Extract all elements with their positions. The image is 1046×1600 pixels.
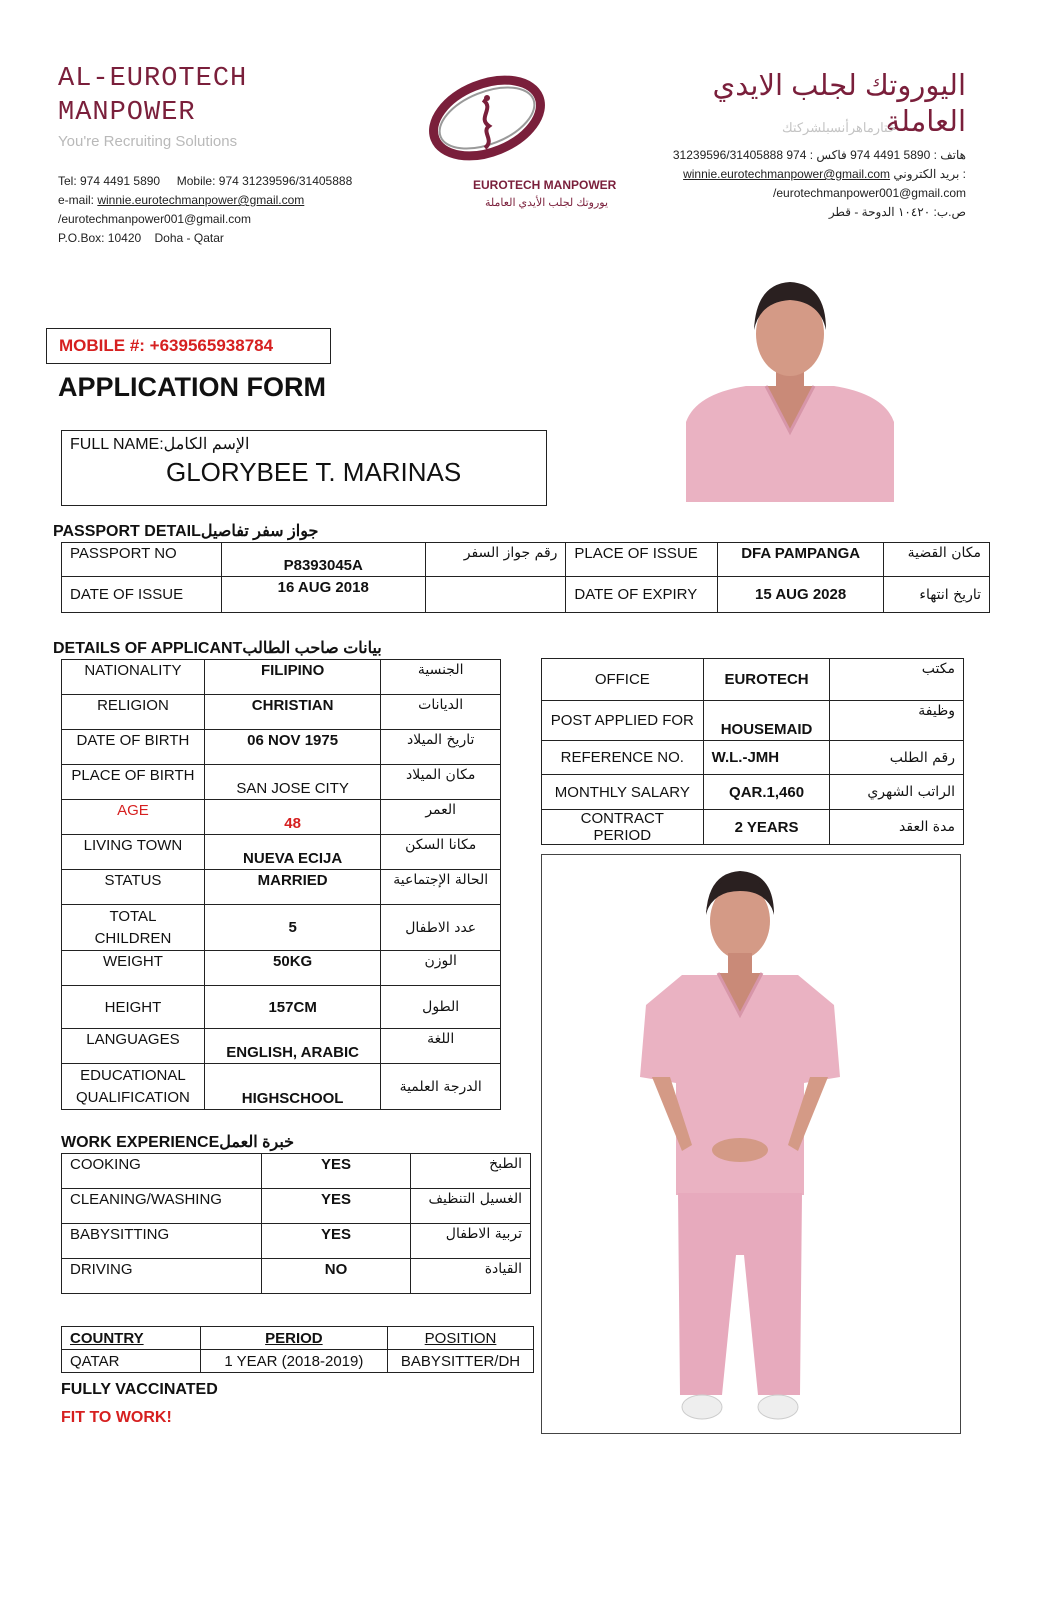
company-name-ar-line2: العاملة: [885, 106, 966, 138]
salary-ar: الراتب الشهري: [830, 775, 964, 810]
driving-label: DRIVING: [62, 1259, 262, 1294]
contract-ar: مدة العقد: [830, 810, 964, 845]
contract-label: CONTRACT PERIOD: [542, 810, 704, 845]
pob-value: SAN JOSE CITY: [204, 765, 380, 800]
office-row: [542, 659, 964, 701]
logo-text-en: EUROTECH MANPOWER: [473, 178, 617, 192]
email-line: [58, 191, 352, 210]
status-label: STATUS: [62, 870, 205, 905]
office-row: [542, 810, 964, 845]
nationality-label: NATIONALITY: [62, 660, 205, 695]
height-label: HEIGHT: [62, 986, 205, 1029]
fully-vaccinated: FULLY VACCINATED: [61, 1381, 218, 1398]
languages-value: ENGLISH, ARABIC: [204, 1029, 380, 1064]
cleaning-label: CLEANING/WASHING: [62, 1189, 262, 1224]
cleaning-ar: الغسيل التنظيف: [411, 1189, 531, 1224]
age-label: AGE: [62, 800, 205, 835]
languages-label: LANGUAGES: [62, 1029, 205, 1064]
date-of-expiry-ar: تاريخ انتهاء: [884, 577, 990, 613]
mobile-number-box: MOBILE #: +639565938784: [46, 328, 331, 364]
cleaning-value: YES: [261, 1189, 410, 1224]
company-name-line2: MANPOWER: [58, 98, 196, 128]
office-ar: مكتب: [830, 659, 964, 701]
history-header-row: [62, 1327, 534, 1350]
education-label: EDUCATIONAL QUALIFICATION: [62, 1064, 205, 1110]
total-children-value: 5: [204, 905, 380, 951]
work-row: [62, 1259, 531, 1294]
place-of-issue-ar: مكان القضية: [884, 543, 990, 577]
pob-label: PLACE OF BIRTH: [62, 765, 205, 800]
passport-no-label: PASSPORT NO: [62, 543, 222, 577]
date-of-issue-ar: [425, 577, 566, 613]
company-name-ar-line1: اليوروتك لجلب الايدي: [712, 70, 966, 102]
applicant-row: [62, 765, 501, 800]
applicant-row: [62, 835, 501, 870]
form-title: APPLICATION FORM: [58, 372, 326, 402]
office-table: [541, 658, 964, 845]
passport-table: [61, 542, 990, 613]
company-name-en: [58, 62, 247, 130]
post-applied-value: HOUSEMAID: [703, 701, 830, 741]
driving-ar: القيادة: [411, 1259, 531, 1294]
company-logo: [425, 68, 617, 228]
height-value: 157CM: [204, 986, 380, 1029]
tel-line: Tel: 974 4491 5890 Mobile: 974 31239596/31405888: [58, 174, 353, 188]
tagline-en: You're Recruiting Solutions: [58, 133, 238, 150]
fit-to-work: FIT TO WORK!: [61, 1409, 172, 1426]
date-of-issue-value: 16 AUG 2018: [221, 577, 425, 613]
work-table: [61, 1153, 531, 1294]
weight-ar: الوزن: [381, 951, 501, 986]
religion-label: RELIGION: [62, 695, 205, 730]
office-row: [542, 701, 964, 741]
pob-ar: مكان الميلاد: [381, 765, 501, 800]
dob-ar: تاريخ الميلاد: [381, 730, 501, 765]
babysitting-label: BABYSITTING: [62, 1224, 262, 1259]
work-row: [62, 1154, 531, 1189]
post-applied-ar: وظيفة: [830, 701, 964, 741]
history-country: QATAR: [62, 1350, 201, 1373]
company-name-line1: AL-EUROTECH: [58, 64, 248, 94]
applicant-row: [62, 660, 501, 695]
cooking-value: YES: [261, 1154, 410, 1189]
date-of-expiry-label: DATE OF EXPIRY: [566, 577, 718, 613]
logo-text-ar: يوروتك لجلب الأيدي العاملة: [485, 197, 609, 209]
applicant-row: [62, 951, 501, 986]
work-heading: WORK EXPERIENCEخبرة العمل: [61, 1134, 295, 1151]
applicant-heading: DETAILS OF APPLICANTبيانات صاحب الطالب: [53, 640, 382, 657]
passport-no-ar: رقم جواز السفر: [425, 543, 566, 577]
email2-ar: /eurotechmanpower001@gmail.com: [773, 186, 966, 200]
dob-label: DATE OF BIRTH: [62, 730, 205, 765]
passport-row: [62, 543, 990, 577]
history-position: BABYSITTER/DH: [388, 1350, 534, 1373]
age-ar: العمر: [381, 800, 501, 835]
full-body-photo: [541, 854, 961, 1434]
contact-info-en: [58, 172, 352, 248]
email-prefix: e-mail:: [58, 193, 98, 207]
weight-value: 50KG: [204, 951, 380, 986]
email-ar-line: [673, 165, 966, 184]
living-town-label: LIVING TOWN: [62, 835, 205, 870]
contract-value: 2 YEARS: [703, 810, 830, 845]
tagline-ar: ختارماهرأنسبلشركتك: [781, 120, 896, 135]
history-col-period: PERIOD: [200, 1327, 387, 1350]
babysitting-value: YES: [261, 1224, 410, 1259]
babysitting-ar: تربية الاطفال: [411, 1224, 531, 1259]
religion-value: CHRISTIAN: [204, 695, 380, 730]
education-value: HIGHSCHOOL: [204, 1064, 380, 1110]
salary-value: QAR.1,460: [703, 775, 830, 810]
passport-no-value: P8393045A: [221, 543, 425, 577]
applicant-row: [62, 986, 501, 1029]
email2-line: /eurotechmanpower001@gmail.com: [58, 212, 251, 226]
education-ar: الدرجة العلمية: [381, 1064, 501, 1110]
date-of-issue-label: DATE OF ISSUE: [62, 577, 222, 613]
cooking-label: COOKING: [62, 1154, 262, 1189]
cooking-ar: الطبخ: [411, 1154, 531, 1189]
applicant-row: [62, 870, 501, 905]
office-value: EUROTECH: [703, 659, 830, 701]
applicant-row: [62, 730, 501, 765]
reference-label: REFERENCE NO.: [542, 741, 704, 775]
history-table: [61, 1326, 534, 1373]
email-link[interactable]: winnie.eurotechmanpower@gmail.com: [97, 193, 305, 207]
contact-info-ar: [673, 146, 966, 222]
applicant-row: [62, 905, 501, 951]
email-ar-link[interactable]: winnie.eurotechmanpower@gmail.com: [683, 167, 891, 181]
age-value: 48: [204, 800, 380, 835]
total-children-ar: عدد الاطفال: [381, 905, 501, 951]
office-label: OFFICE: [542, 659, 704, 701]
passport-row: [62, 577, 990, 613]
status-ar: الحالة الإجتماعية: [381, 870, 501, 905]
full-name-value: GLORYBEE T. MARINAS: [166, 457, 462, 487]
post-applied-label: POST APPLIED FOR: [542, 701, 704, 741]
total-children-label: TOTAL CHILDREN: [62, 905, 205, 951]
phone-ar: هاتف : 5890 4491 974 فاكس : 974 31239596/31405888: [672, 148, 966, 162]
applicant-row: [62, 1029, 501, 1064]
applicant-row: [62, 800, 501, 835]
history-period: 1 YEAR (2018-2019): [200, 1350, 387, 1373]
history-col-country: COUNTRY: [62, 1327, 201, 1350]
work-row: [62, 1189, 531, 1224]
dob-value: 06 NOV 1975: [204, 730, 380, 765]
place-of-issue-value: DFA PAMPANGA: [718, 543, 884, 577]
portrait-photo: [686, 272, 894, 502]
full-name-label: FULL NAME:الإسم الكامل: [70, 436, 250, 453]
date-of-expiry-value: 15 AUG 2028: [718, 577, 884, 613]
po-box: P.O.Box: 10420 Doha - Qatar: [58, 231, 224, 245]
office-row: [542, 775, 964, 810]
living-town-value: NUEVA ECIJA: [204, 835, 380, 870]
living-town-ar: مكانا السكن: [381, 835, 501, 870]
applicant-row: [62, 1064, 501, 1110]
driving-value: NO: [261, 1259, 410, 1294]
work-row: [62, 1224, 531, 1259]
po-box-ar: ص.ب: ١٠٤٢٠ الدوحة - قطر: [828, 205, 966, 219]
applicant-table: [61, 659, 501, 1110]
weight-label: WEIGHT: [62, 951, 205, 986]
reference-ar: رقم الطلب: [830, 741, 964, 775]
salary-label: MONTHLY SALARY: [542, 775, 704, 810]
office-row: [542, 741, 964, 775]
full-name-box: [61, 430, 547, 506]
applicant-row: [62, 695, 501, 730]
history-row: [62, 1350, 534, 1373]
passport-heading: PASSPORT DETAILجواز سفر تفاصيل: [53, 523, 319, 540]
nationality-ar: الجنسية: [381, 660, 501, 695]
email-ar-label: بريد الكتروني :: [893, 167, 966, 181]
place-of-issue-label: PLACE OF ISSUE: [566, 543, 718, 577]
history-col-position: POSITION: [388, 1327, 534, 1350]
religion-ar: الديانات: [381, 695, 501, 730]
status-value: MARRIED: [204, 870, 380, 905]
reference-value: W.L.-JMH: [703, 741, 830, 775]
languages-ar: اللغة: [381, 1029, 501, 1064]
nationality-value: FILIPINO: [204, 660, 380, 695]
height-ar: الطول: [381, 986, 501, 1029]
